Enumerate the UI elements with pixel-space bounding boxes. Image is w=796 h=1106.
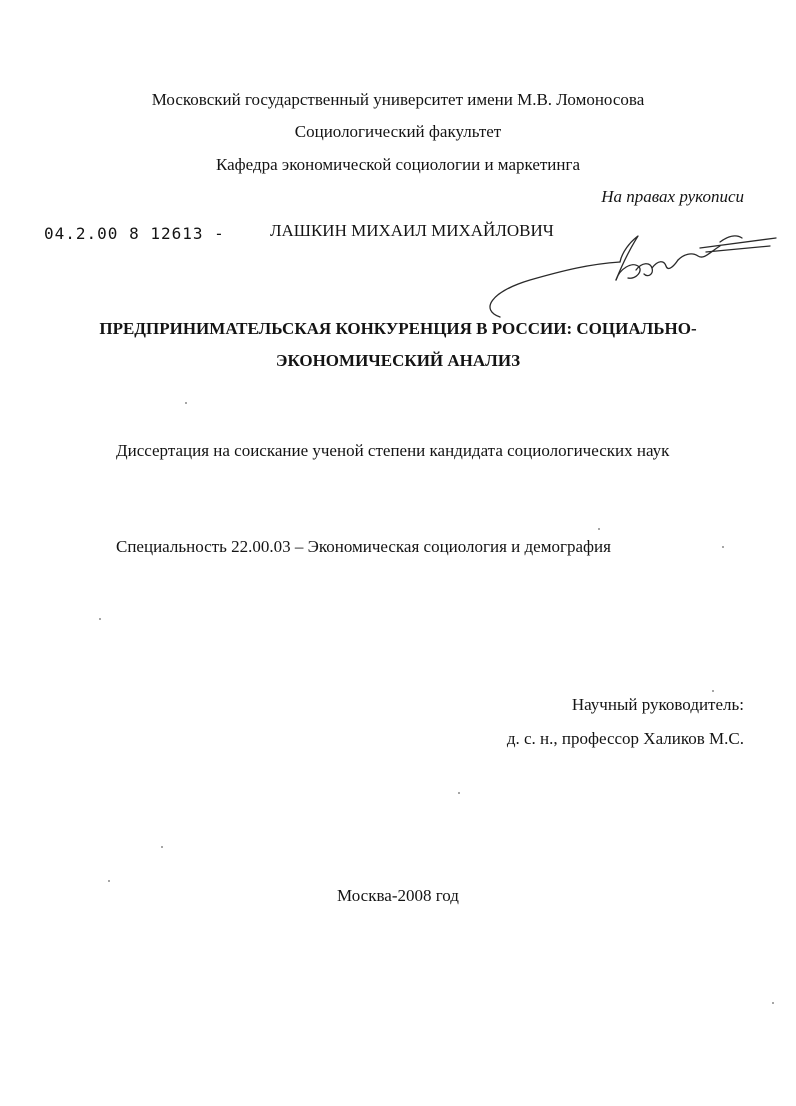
department-name: Кафедра экономической социологии и маркетинга (215, 155, 581, 174)
handwritten-signature (470, 222, 780, 322)
scan-speck (161, 846, 163, 848)
university-name: Московский государственный университет имени М.В. Ломоносова (151, 90, 645, 109)
scan-speck (108, 880, 110, 882)
scan-speck (722, 546, 724, 548)
city-and-year: Москва-2008 год (337, 886, 459, 905)
faculty-name: Социологический факультет (294, 122, 502, 141)
catalog-stamp-number: 04.2.00 8 12613 - (44, 224, 225, 243)
dissertation-title-line-2: ЭКОНОМИЧЕСКИЙ АНАЛИЗ (275, 351, 521, 370)
supervisor-name: д. с. н., профессор Халиков М.С. (506, 729, 744, 748)
author-name: ЛАШКИН МИХАИЛ МИХАЙЛОВИЧ (270, 221, 554, 240)
scan-speck (598, 528, 600, 530)
scan-speck (712, 690, 714, 692)
dissertation-title-line-1: ПРЕДПРИНИМАТЕЛЬСКАЯ КОНКУРЕНЦИЯ В РОССИИ: СОЦИАЛЬНО- (99, 319, 697, 338)
scan-speck (99, 618, 101, 620)
manuscript-note: На правах рукописи (601, 187, 744, 206)
scan-speck (458, 792, 460, 794)
dissertation-title (0, 313, 796, 377)
scan-speck (185, 402, 187, 404)
degree-statement: Диссертация на соискание ученой степени кандидата социологических наук (116, 441, 670, 460)
scan-speck (772, 1002, 774, 1004)
specialty-statement: Специальность 22.00.03 – Экономическая социология и демография (116, 537, 611, 556)
supervisor-label: Научный руководитель: (571, 695, 744, 714)
